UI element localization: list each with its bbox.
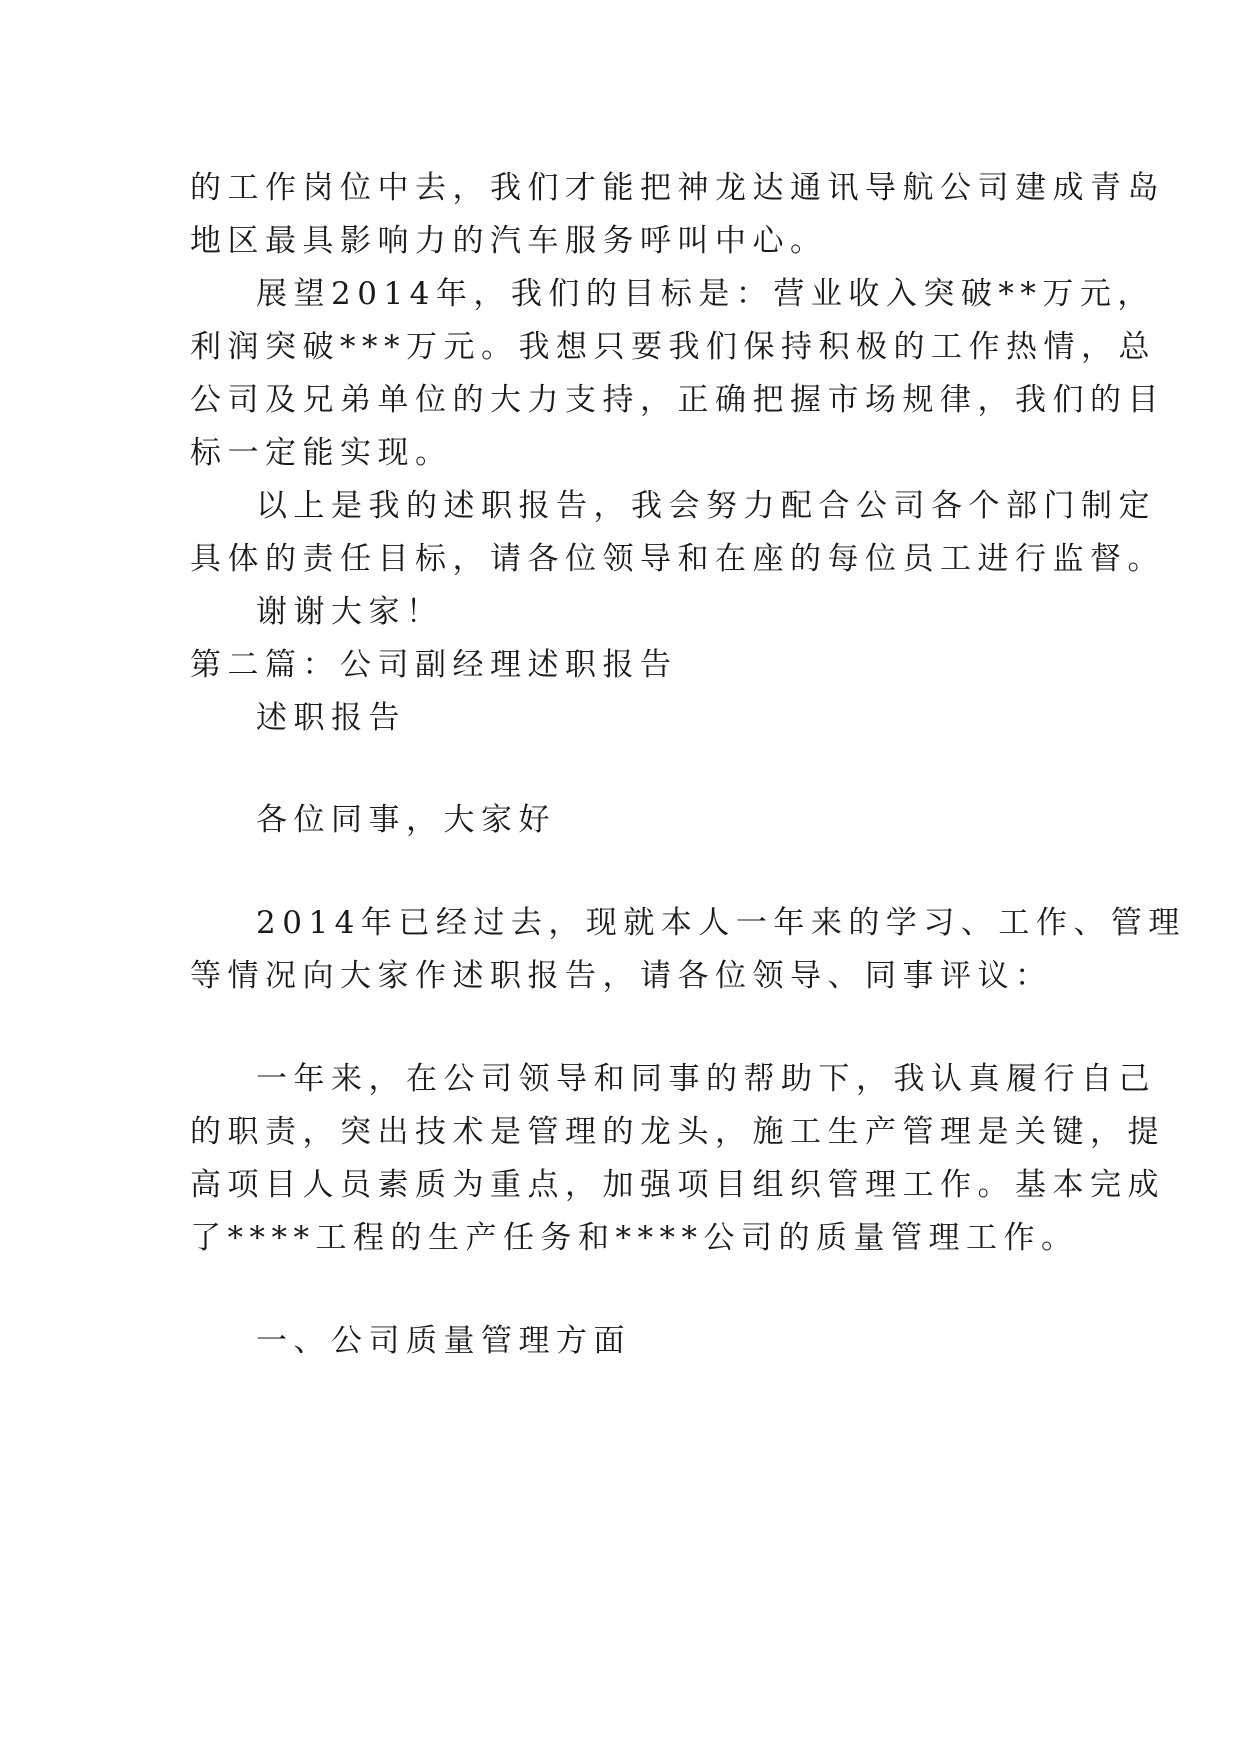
paragraph-line: 公司及兄弟单位的大力支持，正确把握市场规律，我们的目 [190,382,1165,418]
closing-line: 谢谢大家！ [256,594,444,630]
paragraph-line: 地区最具影响力的汽车服务呼叫中心。 [190,223,828,259]
section-heading: 第二篇：公司副经理述职报告 [190,647,678,683]
paragraph-line: 具体的责任目标，请各位领导和在座的每位员工进行监督。 [190,541,1165,577]
paragraph-line: 利润突破***万元。我想只要我们保持积极的工作热情，总 [190,329,1156,365]
paragraph-line: 一年来，在公司领导和同事的帮助下，我认真履行自己 [256,1061,1156,1097]
paragraph-line: 2014年已经过去，现就本人一年来的学习、工作、管理 [256,905,1186,941]
subsection-heading: 一、公司质量管理方面 [256,1323,631,1359]
paragraph-line: 了****工程的生产任务和****公司的质量管理工作。 [190,1220,1079,1256]
paragraph-line: 的工作岗位中去，我们才能把神龙达通讯导航公司建成青岛 [190,170,1165,206]
paragraph-line: 的职责，突出技术是管理的龙头，施工生产管理是关键，提 [190,1114,1165,1150]
paragraph-line: 高项目人员素质为重点，加强项目组织管理工作。基本完成 [190,1167,1165,1203]
paragraph-line: 以上是我的述职报告，我会努力配合公司各个部门制定 [256,488,1156,524]
paragraph-line: 标一定能实现。 [190,435,453,471]
paragraph-line: 等情况向大家作述职报告，请各位领导、同事评议： [190,958,1053,994]
document-title: 述职报告 [256,700,406,736]
greeting-line: 各位同事，大家好 [256,802,556,838]
paragraph-line: 展望2014年，我们的目标是：营业收入突破**万元， [256,276,1155,312]
